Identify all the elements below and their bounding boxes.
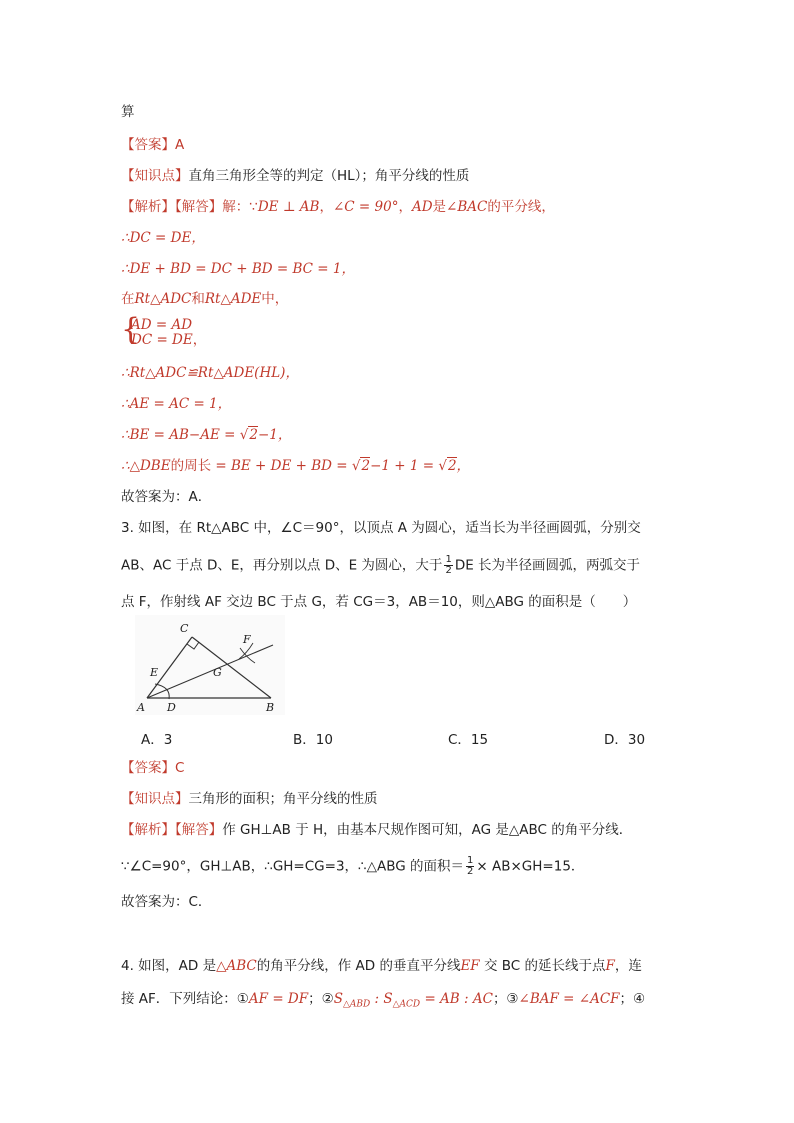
- q4-stem-line-1: [121, 957, 642, 975]
- label-E: E: [150, 666, 159, 679]
- math-expr: −1，: [257, 427, 292, 443]
- text: ，连: [614, 958, 642, 974]
- fraction: [444, 555, 452, 576]
- q3-analysis-line-2: [121, 856, 584, 877]
- frac-num: 1: [445, 554, 452, 565]
- math-expr: AD: [411, 199, 433, 215]
- q2-knowledge: [121, 167, 469, 185]
- system-row-1: AD = AD: [131, 317, 193, 333]
- left-brace: {: [121, 312, 141, 347]
- answer-tag: 【答案】: [121, 760, 175, 776]
- q2-line-5: ∴Rt△ADC≌Rt△ADE(HL)，: [121, 365, 299, 381]
- text: 中，: [261, 291, 289, 307]
- radicand: 2: [361, 458, 371, 474]
- text: 的角平分线，作 AD 的垂直平分线: [256, 958, 461, 974]
- q2-line-2: ∴DC = DE，: [121, 230, 205, 246]
- math-expr: S: [333, 991, 343, 1007]
- q2-line-8: [121, 457, 470, 475]
- triangle-figure: [135, 615, 285, 715]
- knowledge-tag: 【知识点】: [121, 168, 189, 184]
- label-F: F: [243, 633, 251, 646]
- math-expr: DC = DE: [131, 332, 193, 348]
- knowledge-text: 直角三角形全等的判定（HL）；角平分线的性质: [188, 168, 470, 184]
- math-expr: AF = DF: [248, 991, 309, 1007]
- system-row-2: [131, 333, 206, 348]
- option-b[interactable]: B．10: [293, 732, 333, 748]
- sqrt-icon: √: [438, 458, 447, 474]
- punct: ，: [192, 332, 207, 348]
- math-expr: ∴△DBE: [121, 458, 171, 474]
- text: ；②: [308, 991, 334, 1007]
- q2-answer: [121, 136, 184, 154]
- top-char: 算: [121, 104, 135, 120]
- q3-stem-line-3: 点 F，作射线 AF 交边 BC 于点 G，若 CG＝3，AB＝10，则△ABG 的面积是（ ）: [121, 594, 637, 610]
- text: AB、AC 于点 D、E，再分别以点 D、E 为圆心，大于: [121, 557, 443, 574]
- q2-conclusion: 故答案为：A．: [121, 489, 212, 505]
- label-A: A: [137, 701, 145, 714]
- math-sub: △ACD: [392, 999, 421, 1010]
- text: 和: [191, 291, 205, 307]
- sqrt-icon: √: [239, 427, 249, 443]
- fraction: [466, 856, 474, 877]
- frac-den: 2: [445, 565, 452, 576]
- math-expr: ∴BE = AB−AE =: [121, 427, 240, 443]
- math-expr: Rt△ADE: [204, 291, 262, 307]
- math-expr: ∠BAF = ∠ACF: [518, 991, 620, 1007]
- q3-analysis: [121, 821, 632, 839]
- analysis-tag: 【解析】【解答】: [121, 199, 223, 215]
- answer-value: C: [175, 760, 185, 776]
- math-sub: △ABD: [342, 999, 371, 1010]
- math-expr: EF: [460, 958, 480, 974]
- q3-answer: [121, 759, 184, 777]
- math-expr: ∠C = 90°: [332, 199, 399, 215]
- knowledge-text: 三角形的面积；角平分线的性质: [188, 791, 378, 807]
- label-D: D: [167, 701, 176, 714]
- text: ；③: [492, 991, 519, 1007]
- math-expr: DE ⊥ AB: [257, 199, 320, 215]
- radicand: 2: [447, 458, 457, 474]
- q3-stem-line-2: [121, 555, 640, 576]
- option-a[interactable]: A．3: [141, 732, 173, 748]
- text: 是: [432, 199, 447, 215]
- text: 的平分线，: [487, 199, 555, 215]
- label-B: B: [266, 701, 275, 714]
- q3-conclusion: 故答案为：C．: [121, 894, 212, 910]
- text: × AB×GH=15．: [476, 858, 585, 875]
- q2-line-6: ∴AE = AC = 1，: [121, 396, 232, 412]
- math-expr: = BE + DE + BD =: [211, 458, 352, 474]
- math-expr: F: [605, 958, 615, 974]
- analysis-tag: 【解析】【解答】: [121, 822, 223, 838]
- sqrt-icon: √: [351, 458, 361, 474]
- frac-num: 1: [467, 855, 474, 866]
- math-expr: △ABC: [216, 958, 257, 974]
- q2-line-4: [121, 290, 288, 308]
- q2-line-7: [121, 426, 291, 444]
- figure-bg: [135, 615, 285, 715]
- frac-den: 2: [467, 866, 474, 877]
- option-c[interactable]: C．15: [448, 732, 489, 748]
- label-C: C: [180, 622, 189, 635]
- text: ∵∠C=90°，GH⊥AB，∴GH=CG=3，∴△ABG 的面积＝: [121, 858, 465, 875]
- knowledge-tag: 【知识点】: [121, 791, 189, 807]
- radicand: 2: [249, 427, 258, 443]
- punct: ，: [319, 199, 333, 215]
- math-expr: = AB : AC: [420, 991, 493, 1007]
- q2-line-3: ∴DE + BD = DC + BD = BC = 1，: [121, 261, 355, 277]
- text: 接 AF．下列结论：①: [121, 991, 249, 1007]
- answer-tag: 【答案】: [121, 137, 175, 153]
- math-expr: −1 + 1 =: [370, 458, 439, 474]
- solution-prefix: 解：∵: [222, 199, 258, 215]
- q4-stem-line-2: [121, 990, 645, 1014]
- math-expr: : S: [370, 991, 393, 1007]
- answer-value: A: [175, 137, 185, 153]
- text: 的周长: [170, 458, 212, 474]
- option-d[interactable]: D．30: [604, 732, 646, 748]
- q2-analysis-line-1: [121, 198, 555, 216]
- q3-stem-line-1: 3. 如图，在 Rt△ABC 中，∠C＝90°，以顶点 A 为圆心，适当长为半径画圆弧，分别交: [121, 520, 641, 536]
- text: 在: [121, 291, 135, 307]
- math-expr: Rt△ADC: [134, 291, 192, 307]
- text: ；④: [619, 991, 646, 1007]
- math-expr: ∠BAC: [446, 199, 488, 215]
- label-G: G: [213, 666, 222, 679]
- text: 4. 如图，AD 是: [121, 958, 217, 974]
- punct: ，: [456, 458, 471, 474]
- q3-knowledge: [121, 790, 378, 808]
- analysis-text: 作 GH⊥AB 于 H，由基本尺规作图可知，AG 是△ABC 的角平分线．: [222, 822, 633, 838]
- punct: ，: [398, 199, 412, 215]
- text: DE 长为半径画圆弧，两弧交于: [454, 557, 641, 574]
- text: 交 BC 的延长线于点: [479, 958, 606, 974]
